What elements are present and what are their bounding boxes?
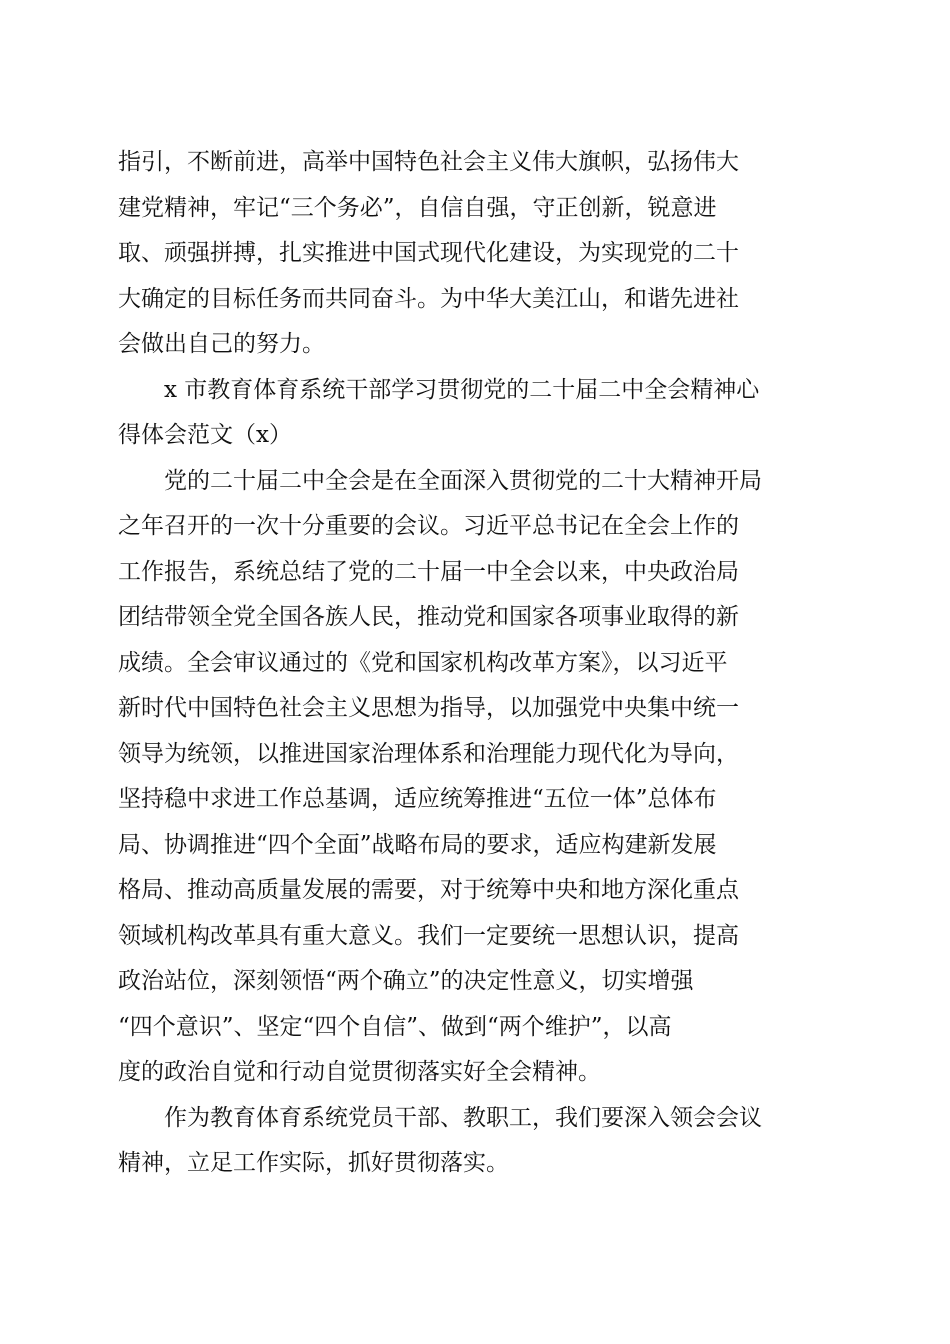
document-body [118,140,834,1187]
paragraph-continuation: 指引，不断前进，高举中国特色社会主义伟大旗帜，弘扬伟大 建党精神，牢记“三个务必”，自信自强，守正创新，锐意进 取、顽强拼搏，扎实推进中国式现代化建设，为实现党的二十 大确定的目标任务而共同奋斗。为中华大美江山，和谐先进社 会做出自己的努力。 [118,149,739,357]
paragraph-closing: 作为教育体育系统党员干部、教职工，我们要深入领会会议 精神，立足工作实际，抓好贯彻落实。 [118,1104,762,1176]
paragraph-body: 党的二十届二中全会是在全面深入贯彻党的二十大精神开局 之年召开的一次十分重要的会议。习近平总书记在全会上作的 工作报告，系统总结了党的二十届一中全会以来，中央政治局 团结带领全党全国各族人民，推动党和国家各项事业取得的新 成绩。全会审议通过的《党和国家机构改革方案》，以习近平 新时代中国特色社会主义思想为指导，以加强党中央集中统一 领导为统领，以推进国家治理体系和治理能力现代化为导向， 坚持稳中求进工作总基调，适应统筹推进“五位一体”总体布 局、协调推进“四个全面”战略布局的要求，适应构建新发展 格局、推动高质量发展的需要，对于统筹中央和地方深化重点 领域机构改革具有重大意义。我们一定要统一思想认识，提高 政治站位，深刻领悟“两个确立”的决定性意义，切实增强 “四个意识”、坚定“四个自信”、做到“两个维护”，以高 度的政治自觉和行动自觉贯彻落实好全会精神。 [118,467,762,1085]
article-title: x 市教育体育系统干部学习贯彻党的二十届二中全会精神心 得体会范文（x） [118,376,760,448]
